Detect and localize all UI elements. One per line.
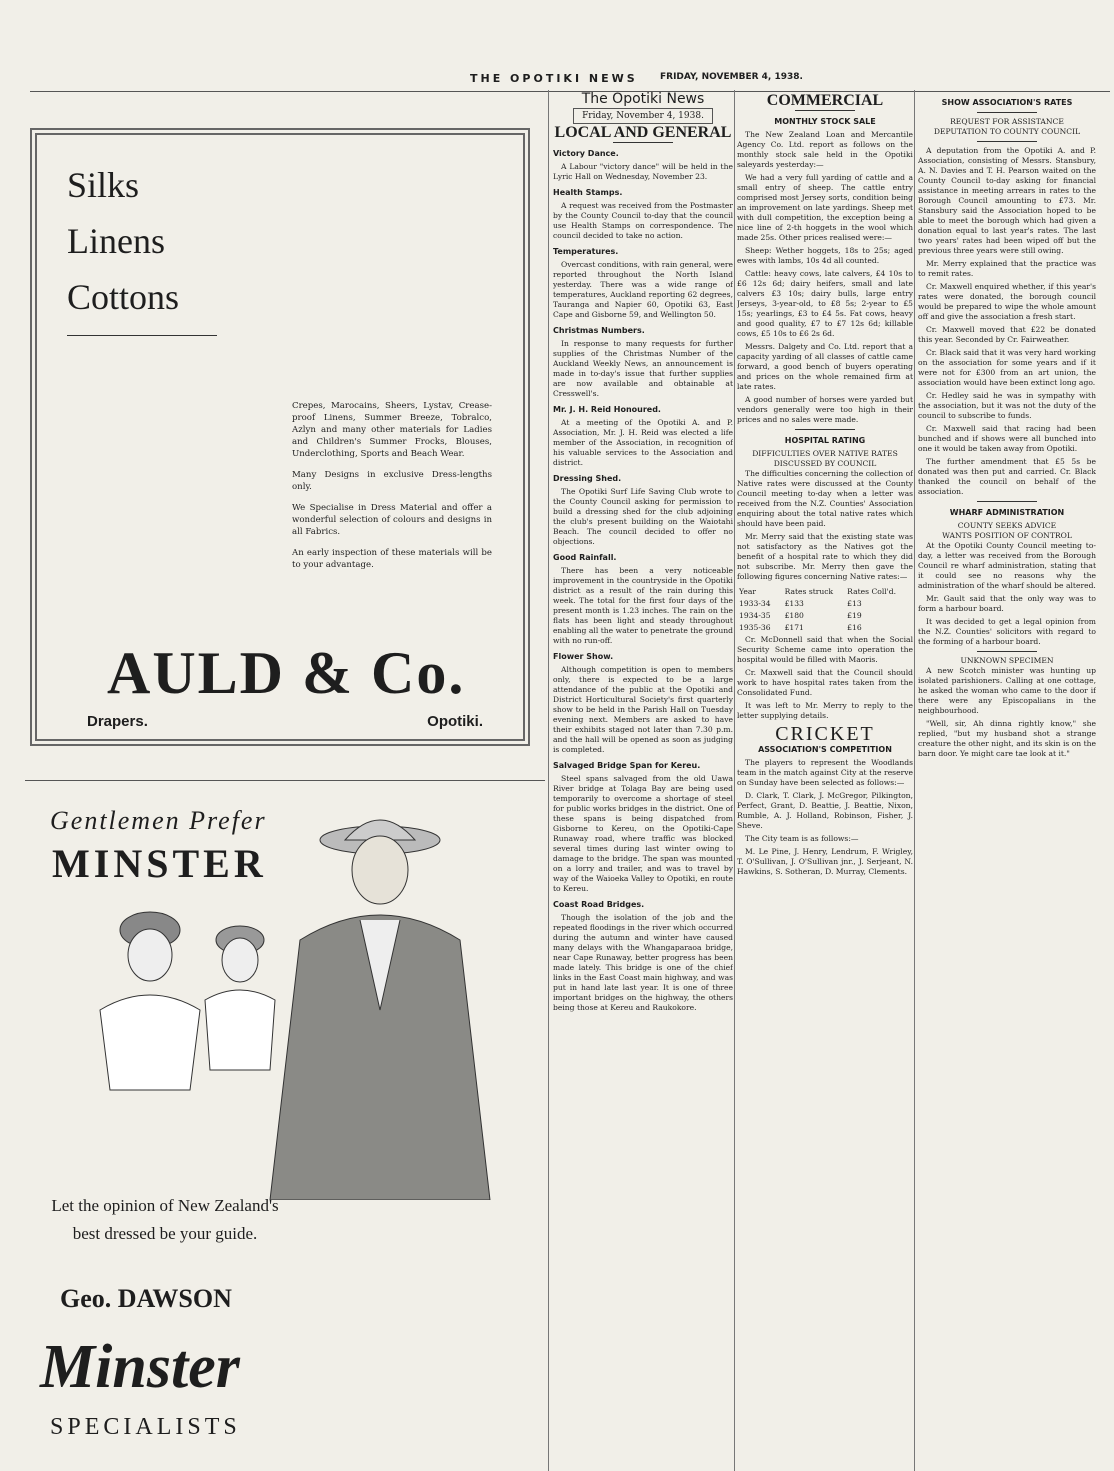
fabric-linens: Linens	[67, 221, 165, 261]
cell: £16	[847, 623, 862, 632]
desc-para: We Specialise in Dress Material and offer a wonderful selection of colours and designs in all Fabrics.	[292, 503, 492, 537]
paragraph: The difficulties concerning the collection of Native rates were discussed at the County Council meeting to-day when a letter was received from the N.Z. Counties' Association enquiring about the total native rates which should have been paid.	[737, 469, 913, 528]
item-text: Overcast conditions, with rain general, were reported throughout the North Island yesterday. There was a wide range of temperatures, Auckland reporting 62 degrees, Tauranga and Napier 60, Opotiki 63, East Cape and Gisborne 59, and Wellington 50.	[553, 260, 733, 319]
paragraph: The players to represent the Woodlands team in the match against City at the reserve on Sunday have been selected as follows:—	[737, 758, 913, 787]
brand-town: Opotiki.	[427, 713, 483, 730]
subheading: DISCUSSED BY COUNCIL	[773, 459, 877, 468]
table-row	[739, 599, 908, 609]
subheading: UNKNOWN SPECIMEN	[960, 656, 1054, 665]
item-heading: Good Rainfall.	[553, 553, 617, 562]
cell: 1935-36	[739, 623, 771, 632]
divider	[977, 141, 1037, 142]
paragraph: A good number of horses were yarded but vendors generally were too high in their prices and no sales were made.	[737, 395, 913, 424]
divider	[977, 651, 1037, 652]
cell: £13	[847, 599, 862, 608]
rates-header: Rates struck	[784, 587, 834, 596]
column-show-association	[918, 92, 1096, 1467]
brand-trade: Drapers.	[87, 713, 148, 730]
masthead-title: THE OPOTIKI NEWS	[470, 72, 638, 85]
paragraph: A deputation from the Opotiki A. and P. Association, consisting of Messrs. Stansbury, A. N. Davies and T. H. Pearson waited on the County Council to-day asking for financial assistance in meeting arrears in rates to the Borough Council amounting to £73. Mr. Stansbury said the Association hoped to be able to meet the borough which had given a donation equal to last year's rates. The last two years' rates had been wiped off but the previous three years were still owing.	[918, 146, 1096, 255]
paragraph: Messrs. Dalgety and Co. Ltd. report that a capacity yarding of all classes of cattle came forward, a good bench of buyers operating and prices on the whole remained firm at late rates.	[737, 342, 913, 391]
column-rule	[914, 90, 915, 1471]
auld-advertisement	[30, 128, 530, 746]
item-heading: Flower Show.	[553, 652, 614, 661]
table-row	[739, 623, 908, 633]
desc-para: Crepes, Marocains, Sheers, Lystav, Crease-proof Linens, Summer Breeze, Tobralco, Azlyn and many other materials for Ladies and Children's Summer Frocks, Blouses, Underclothing, Sports and Beach Wear.	[292, 401, 492, 459]
paper-title: The Opotiki News	[581, 92, 705, 107]
item-heading: Salvaged Bridge Span for Kereu.	[553, 761, 701, 770]
cell: £19	[847, 611, 862, 620]
subheading: DIFFICULTIES OVER NATIVE RATES	[752, 449, 898, 458]
table-row	[739, 611, 908, 621]
paragraph: Cr. Black said that it was very hard working on the association for some years and if it were not for £300 from an art union, the association would have been extinct long ago.	[918, 348, 1096, 387]
rates-header: Year	[739, 587, 757, 596]
ad-specialists: SPECIALISTS	[50, 1414, 241, 1440]
column-local-general	[553, 92, 733, 1467]
divider	[25, 780, 545, 781]
item-text: A request was received from the Postmaster by the County Council to-day that the council use Health Stamps on correspondence. The council decided to take no action.	[553, 201, 733, 240]
section-heading: COMMERCIAL	[766, 92, 884, 109]
paragraph: Cr. Maxwell said that the Council should work to have hospital rates taken from the Consolidated Fund.	[737, 668, 913, 697]
cricket-heading: CRICKET	[775, 723, 875, 745]
paragraph: Sheep: Wether hoggets, 18s to 25s; aged ewes with lambs, 10s 4d all counted.	[737, 246, 913, 265]
subheading: HOSPITAL RATING	[784, 436, 866, 445]
paragraph: Mr. Merry said that the existing state was not satisfactory as the Natives got the benefit of a hospital rate to which they did not subscribe. Mr. Merry then gave the following figures concerning Native rates:—	[737, 532, 913, 581]
paragraph: A new Scotch minister was hunting up isolated parishioners. Calling at one cottage, he asked the woman who came to the door if there were any Episcopalians in the neighbourhood.	[918, 666, 1096, 715]
item-text: Although competition is open to members only, there is expected to be a large attendance of the public at the Opotiki and District Horticultural Society's first quarterly show to be held in the Parish Hall on Tuesday evening next. Members are asked to have their exhibits staged not later than 7.30 p.m. and the hall will be opened as soon as judging is completed.	[553, 665, 733, 754]
item-text: The Opotiki Surf Life Saving Club wrote to the County Council asking for permission to build a dressing shed for the club adjoining the club's present building on the Waiotahi Beach. The council decided to offer no objections.	[553, 487, 733, 546]
subheading: DEPUTATION TO COUNTY COUNCIL	[933, 127, 1081, 136]
item-heading: Coast Road Bridges.	[553, 900, 645, 909]
item-heading: Victory Dance.	[553, 149, 619, 158]
item-text: Steel spans salvaged from the old Uawa River bridge at Tolaga Bay are being used temporarily to overcome a shortage of steel for public works bridges in the district. One of these spans is being dispatched from Gisborne to Kereu, on the Opotiki-Cape Runaway road, where traffic was blocked several times during last winter owing to damage to the bridge. The span was mounted on a lorry and trailer, and was to travel by way of the Waioeka Valley to Opotiki, en route to Kereu.	[553, 774, 733, 893]
column-rule	[548, 90, 549, 1471]
cell: £180	[784, 611, 804, 620]
cell: 1934-35	[739, 611, 771, 620]
subheading: WHARF ADMINISTRATION	[949, 508, 1065, 517]
ad-slogan: Let the opinion of New Zealand's best dressed be your guide.	[51, 1196, 279, 1243]
desc-para: Many Designs in exclusive Dress-lengths only.	[292, 470, 492, 492]
subheading: MONTHLY STOCK SALE	[774, 117, 876, 126]
masthead-date: FRIDAY, NOVEMBER 4, 1938.	[660, 72, 803, 82]
paragraph: Cr. McDonnell said that when the Social Security Scheme came into operation the hospital would be filled with Maoris.	[737, 635, 913, 664]
divider	[67, 335, 217, 336]
rates-header: Rates Coll'd.	[847, 587, 897, 596]
ad-script-logo: Minster	[40, 1333, 240, 1401]
cell: 1933-34	[739, 599, 771, 608]
divider	[795, 429, 855, 430]
item-text: At a meeting of the Opotiki A. and P. Association, Mr. J. H. Reid was elected a life member of the Association, in recognition of his valuable services to the Association and district.	[553, 418, 733, 467]
cell: £133	[784, 599, 804, 608]
paragraph: The City team is as follows:—	[745, 834, 859, 843]
item-heading: Health Stamps.	[553, 188, 623, 197]
ad-brand: MINSTER	[52, 841, 267, 886]
item-heading: Temperatures.	[553, 247, 619, 256]
ad-retailer: Geo. DAWSON	[60, 1284, 232, 1313]
paragraph: At the Opotiki County Council meeting to-day, a letter was received from the Borough Council re wharf administration, stating that it could see no reasons why the administration of the wharf should be altered.	[918, 541, 1096, 590]
paragraph: Cr. Hedley said he was in sympathy with the association, but it was not the duty of the council to subscribe to funds.	[918, 391, 1096, 420]
item-text: In response to many requests for further supplies of the Christmas Number of the Auckland Weekly News, an announcement is made in to-day's issue that further supplies are now available and obtainable at Cresswell's.	[553, 339, 733, 398]
item-heading: Dressing Shed.	[553, 474, 622, 483]
paragraph: We had a very full yarding of cattle and a small entry of sheep. The cattle entry comprised most Jersey sorts, condition being an improvement on late yardings. Sheep met with dull competition, the exception being a nice line of 2-th hoggets in the wool which made 25s. Other prices realised were:—	[737, 173, 913, 242]
item-heading: Mr. J. H. Reid Honoured.	[553, 405, 661, 414]
paragraph: It was left to Mr. Merry to reply to the letter supplying details.	[737, 701, 913, 720]
paragraph: D. Clark, T. Clark, J. McGregor, Pilkington, Perfect, Grant, D. Beattie, J. Beattie, Nixon, Rumble, A. J. Holland, Robinson, Fisher, J. Sheve.	[737, 791, 913, 830]
column-commercial	[737, 92, 913, 1467]
ad-tagline: Gentlemen Prefer	[50, 806, 267, 835]
paragraph: It was decided to get a legal opinion from the N.Z. Counties' solicitors with regard to the forming of a harbour board.	[918, 617, 1096, 646]
paragraph: The New Zealand Loan and Mercantile Agency Co. Ltd. report as follows on the monthly stock sale held in the Opotiki saleyards yesterday:—	[737, 130, 913, 169]
paragraph: Cr. Maxwell moved that £22 be donated this year. Seconded by Cr. Fairweather.	[918, 325, 1096, 344]
divider	[613, 142, 673, 143]
issue-date: Friday, November 4, 1938.	[573, 108, 713, 124]
subheading: ASSOCIATION'S COMPETITION	[758, 745, 892, 754]
item-list	[553, 149, 733, 1013]
item-text: Though the isolation of the job and the repeated floodings in the river which occurred during the autumn and winter have caused many delays with the Whangaparaoa bridge, near Cape Runaway, better progress has been made lately. This bridge is one of the chief links in the East Coast main highway, and was put in hand late last year. It is one of three important bridges on the highway, the others being those at Kereu and Raukokore.	[553, 913, 733, 1012]
section-heading: LOCAL AND GENERAL	[554, 124, 732, 141]
paragraph: Mr. Gault said that the only way was to form a harbour board.	[918, 594, 1096, 613]
paragraph: M. Le Pine, J. Henry, Lendrum, F. Wrigley, T. O'Sullivan, J. O'Sullivan jnr., J. Serjeant, N. Hawkins, S. Sotheran, D. Murray, Clements.	[737, 847, 913, 876]
fabric-silks: Silks	[67, 165, 140, 205]
brand-name: AULD & Co.	[107, 640, 466, 706]
item-text: There has been a very noticeable improvement in the countryside in the Opotiki district as a result of the rain during this week. The total for the first four days of the present month is 1.23 inches. The rain on the flats has been light and steady throughout enabling all the water to penetrate the ground with no run-off.	[553, 566, 733, 645]
subheading: WANTS POSITION OF CONTROL	[942, 531, 1072, 540]
divider	[977, 501, 1037, 502]
desc-para: An early inspection of these materials will be to your advantage.	[292, 548, 492, 570]
paragraph: Cr. Maxwell said that racing had been bunched and if shows were all bunched into one it would be taken away from Opotiki.	[918, 424, 1096, 453]
paragraph: Cattle: heavy cows, late calvers, £4 10s to £6 12s 6d; dairy heifers, small and late calvers £3 10s; dairy bulls, large entry Jerseys, 3-year-old, to £8 5s; 2-year to £5 15s; yearlings, £3 to £4 5s. Fat cows, heavy and good quality, £7 to £7 12s 6d; killable cows, £5 10s to £6 2s 6d.	[737, 269, 913, 338]
fabric-cottons: Cottons	[67, 277, 180, 317]
rates-table	[737, 585, 910, 635]
paragraph: Cr. Maxwell enquired whether, if this year's rates were donated, the borough council would be prepared to wipe the whole amount off and give the association a fresh start.	[918, 282, 1096, 321]
item-text: A Labour "victory dance" will be held in the Lyric Hall on Wednesday, November 23.	[553, 162, 733, 181]
subheading: REQUEST FOR ASSISTANCE	[950, 117, 1064, 126]
masthead	[30, 70, 1110, 92]
divider	[795, 110, 855, 111]
subheading: COUNTY SEEKS ADVICE	[957, 521, 1057, 530]
divider	[977, 112, 1037, 113]
section-heading: SHOW ASSOCIATION'S RATES	[941, 98, 1073, 107]
paragraph: "Well, sir, Ah dinna rightly know," she replied, "but my husband shot a strange creature the other night, and its skin is on the barn door. Ye might care tae look at it."	[918, 719, 1096, 758]
item-heading: Christmas Numbers.	[553, 326, 645, 335]
cell: £171	[784, 623, 804, 632]
paragraph: The further amendment that £5 5s be donated was then put and carried. Cr. Black thanked the council on behalf of the association.	[918, 457, 1096, 496]
column-rule	[734, 90, 735, 1471]
paragraph: Mr. Merry explained that the practice was to remit rates.	[918, 259, 1096, 278]
ad-description	[292, 400, 492, 580]
